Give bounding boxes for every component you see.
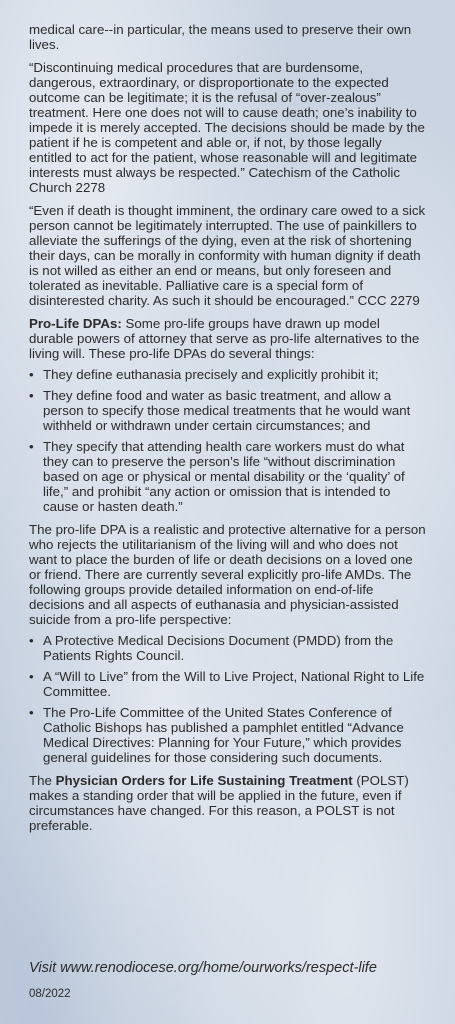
pro-life-dpas-list <box>29 367 427 514</box>
intro-fragment: medical care--in particular, the means used to preserve their own lives. <box>29 22 412 52</box>
publication-date: 08/2022 <box>29 988 71 1000</box>
groups-list <box>29 633 427 765</box>
list-item: • A Protective Medical Decisions Document (PMDD) from the Patients Rights Council. <box>29 633 427 663</box>
list-item: • They specify that attending health care workers must do what they can to preserve the person’s life “without discrimination based on age or physical or mental disability or the ‘quality’ of life,” and prohibit “any action or omission that is intended to cause or hasten death.” <box>29 439 427 514</box>
pro-life-dpas-text: Some pro-life groups have drawn up model durable powers of attorney that serve as pro-life alternatives to the living will. These pro-life DPAs do several things: <box>29 316 420 361</box>
list-item: • The Pro-Life Committee of the United States Conference of Catholic Bishops has published a pamphlet entitled “Advance Medical Directives: Planning for Your Future,” which provides general guidelines for those considering such documents. <box>29 705 427 765</box>
quote-ccc-2278: “Discontinuing medical procedures that are burdensome, dangerous, extraordinary, or disproportionate to the expected outcome can be legitimate; it is the refusal of “over-zealous” treatment. Here one does not will to cause death; one’s inability to impede it is merely accepted. The decisions should be made by the patient if he is competent and able or, if not, by those legally entitled to act for the patient, whose reasonable will and legitimate interests must always be respected.” Catechism of the Catholic Church 2278 <box>29 60 425 195</box>
pro-life-dpas-paragraph <box>29 316 427 361</box>
polst-paragraph <box>29 773 427 833</box>
website-link[interactable]: Visit www.renodiocese.org/home/ourworks/respect-life <box>29 960 377 976</box>
polst-term: Physician Orders for Life Sustaining Treatment <box>55 773 353 788</box>
quote-ccc-2279: “Even if death is thought imminent, the ordinary care owed to a sick person cannot be legitimately interrupted. The use of painkillers to alleviate the sufferings of the dying, even at the risk of shortening their days, can be morally in conformity with human dignity if death is not willed as either an end or means, but only foreseen and tolerated as inevitable. Palliative care is a special form of disinterested charity. As such it should be encouraged.” CCC 2279 <box>29 203 426 308</box>
list-item: • They define euthanasia precisely and explicitly prohibit it; <box>29 367 427 382</box>
polst-rest: (POLST) makes a standing order that will be applied in the future, even if circumstances have changed. For this reason, a POLST is not preferable. <box>29 773 409 833</box>
alternative-paragraph: The pro-life DPA is a realistic and protective alternative for a person who rejects the utilitarianism of the living will and who does not want to place the burden of life or death decisions on a loved one or friend. There are currently several explicitly pro-life AMDs. The following groups provide detailed information on end-of-life decisions and all aspects of euthanasia and physician-assisted suicide from a pro-life perspective: <box>29 522 426 627</box>
list-item: • They define food and water as basic treatment, and allow a person to specify those medical treatments that he would want withheld or withdrawn under certain circumstances; and <box>29 388 427 433</box>
document-body <box>29 22 427 841</box>
pro-life-dpas-heading: Pro-Life DPAs: <box>29 316 122 331</box>
list-item: • A “Will to Live” from the Will to Live Project, National Right to Life Committee. <box>29 669 427 699</box>
polst-lead: The <box>29 773 56 788</box>
